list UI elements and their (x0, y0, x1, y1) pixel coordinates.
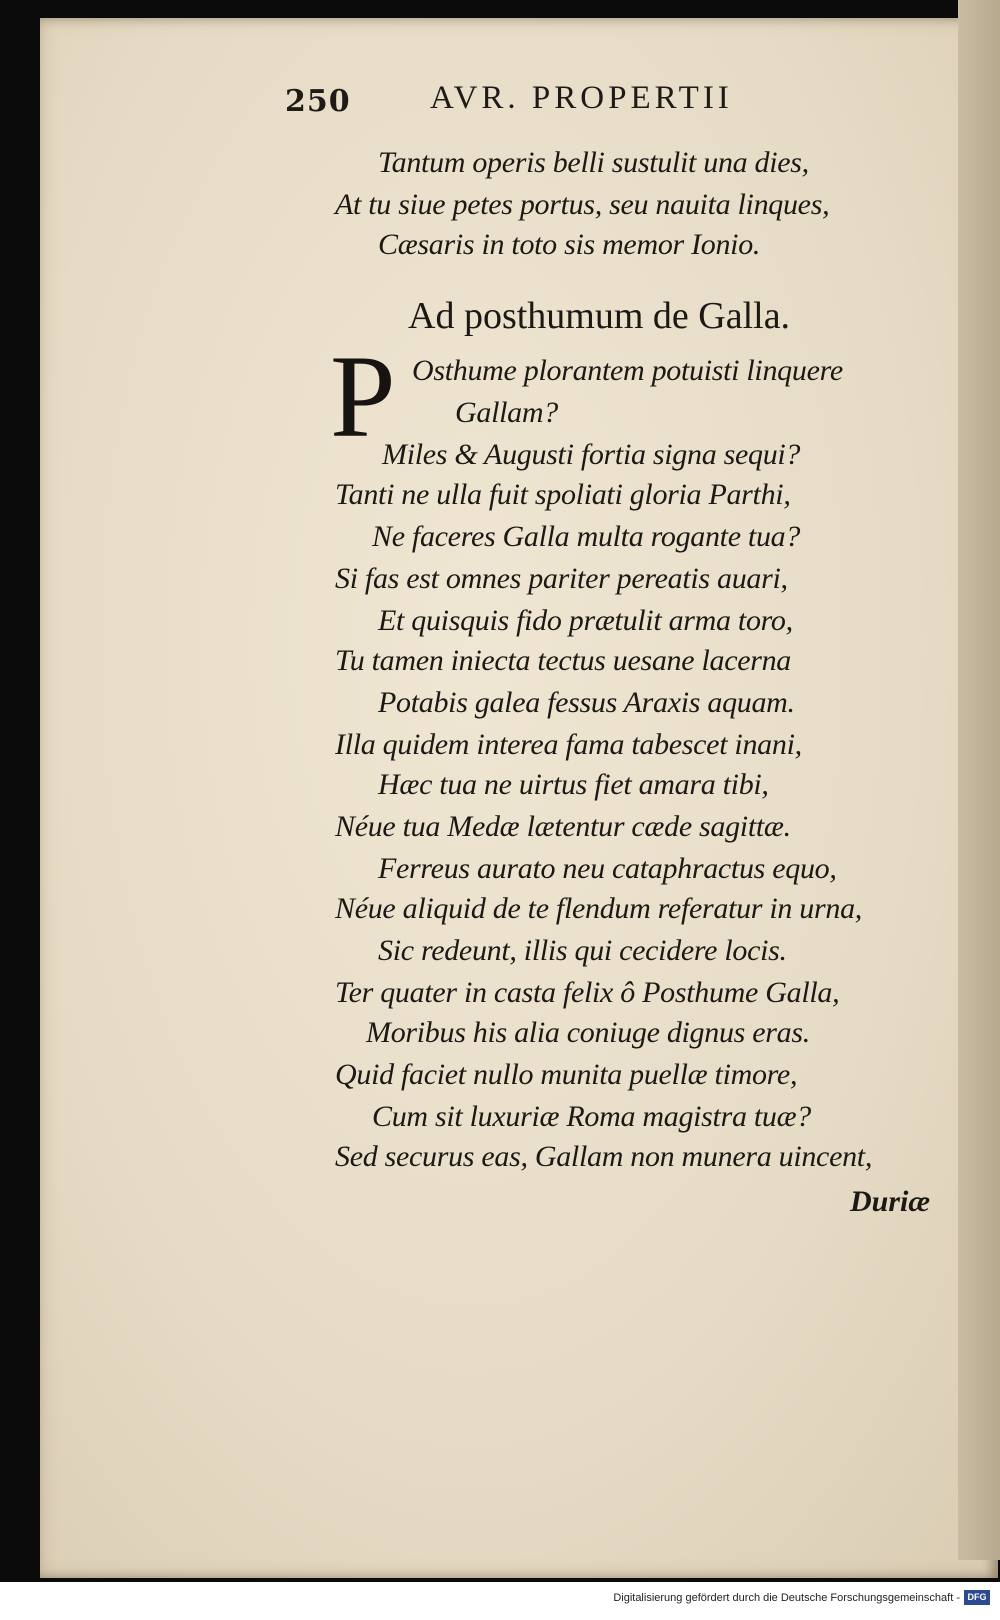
verse-line: Potabis galea fessus Araxis aquam. (378, 686, 795, 719)
verse-line: Quid faciet nullo munita puellæ timore, (335, 1058, 798, 1091)
digitization-footer (0, 1582, 1000, 1620)
first-line-continuation: Gallam? (455, 396, 558, 429)
verse-line: Ne faceres Galla multa rogante tua? (372, 520, 801, 553)
poem-title: Ad posthumum de Galla. (408, 295, 791, 337)
page-header (285, 78, 845, 128)
running-head: AVR. PROPERTII (430, 80, 733, 116)
verse-line: Sed securus eas, Gallam non munera uincent, (335, 1140, 873, 1173)
verse-line: Si fas est omnes pariter pereatis auari, (335, 562, 788, 595)
verse-line: At tu siue petes portus, seu nauita linques, (335, 188, 830, 221)
verse-line: Illa quidem interea fama tabescet inani, (335, 728, 802, 761)
verse-line: Cum sit luxuriæ Roma magistra tuæ? (372, 1100, 812, 1133)
verse-line: Néue aliquid de te flendum referatur in urna, (335, 892, 862, 925)
verse-line: Moribus his alia coniuge dignus eras. (366, 1016, 810, 1049)
verse-line: Ter quater in casta felix ô Posthume Galla, (335, 976, 840, 1009)
catchword: Duriæ (850, 1185, 931, 1218)
verse-line: Sic redeunt, illis qui cecidere locis. (378, 934, 787, 967)
verse-line: Tantum operis belli sustulit una dies, (378, 146, 809, 179)
verse-line: Néue tua Medæ lætentur cæde sagittæ. (335, 810, 791, 843)
verse-line: Tu tamen iniecta tectus uesane lacerna (335, 644, 792, 677)
page-number: 250 (285, 84, 351, 119)
facing-page-edge (958, 0, 1000, 1560)
verse-line: Ferreus aurato neu cataphractus equo, (378, 852, 837, 885)
verse-line: Et quisquis fido prætulit arma toro, (378, 604, 793, 637)
verse-line: Cæsaris in toto sis memor Ionio. (378, 228, 761, 261)
drop-capital: P (330, 331, 396, 462)
first-line: Osthume plorantem potuisti linquere (412, 354, 843, 387)
verse-line: Tanti ne ulla fuit spoliati gloria Parthi, (335, 478, 791, 511)
verse-line: Hæc tua ne uirtus fiet amara tibi, (378, 768, 769, 801)
dfg-logo-icon: DFG (964, 1590, 990, 1605)
verse-line: Miles & Augusti fortia signa sequi? (382, 438, 801, 471)
footer-credit: Digitalisierung gefördert durch die Deutsche Forschungsgemeinschaft - (613, 1592, 960, 1604)
